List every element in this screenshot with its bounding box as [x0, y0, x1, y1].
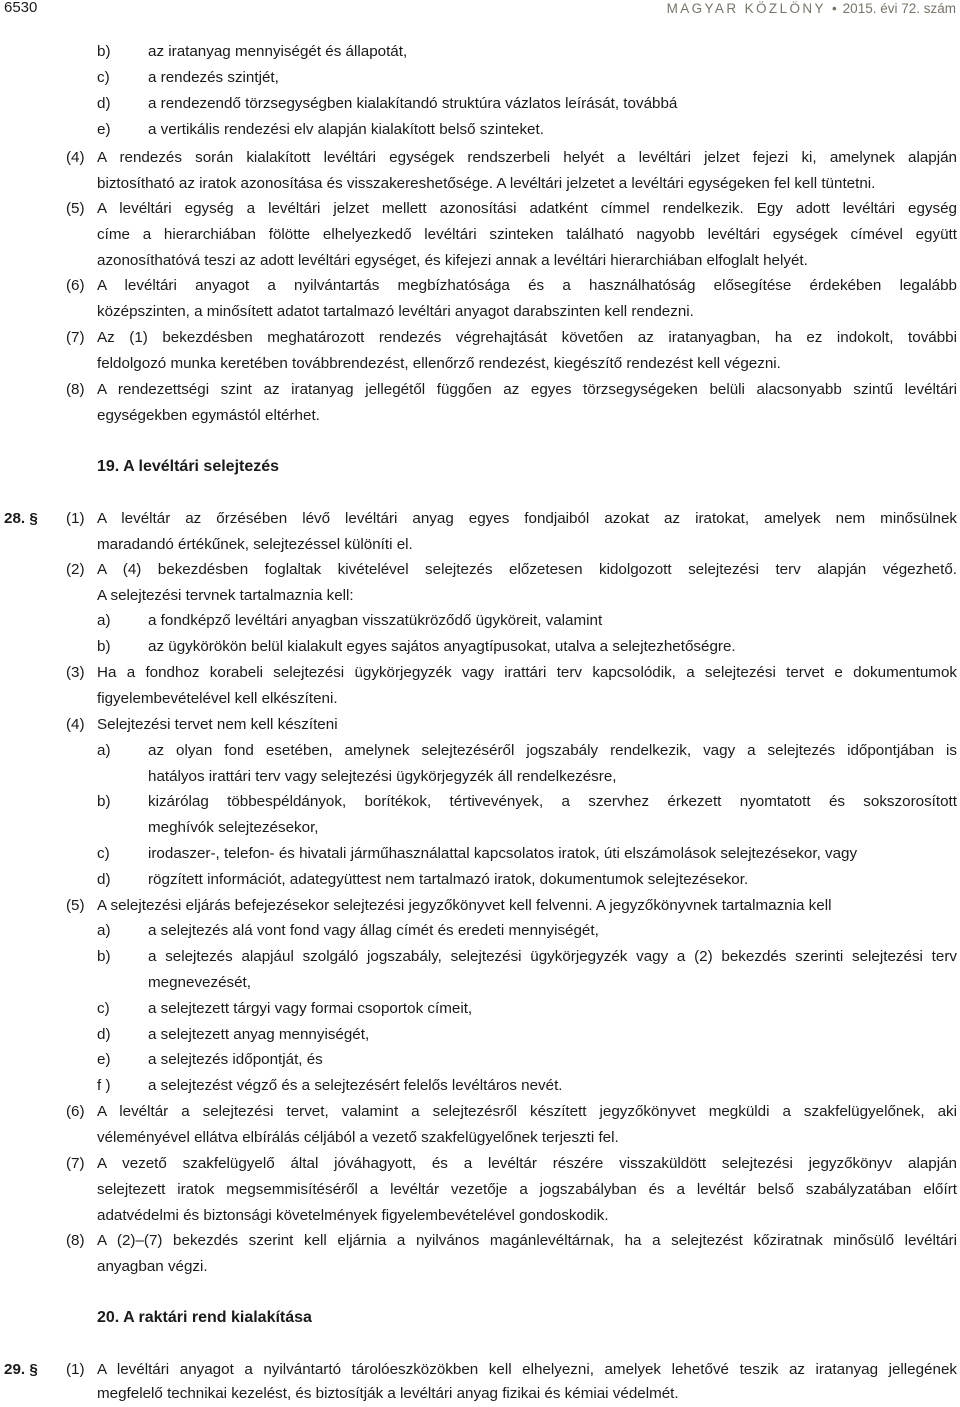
paragraph-text: maradandó értékűnek, selejtezéssel különíti el.: [97, 536, 413, 553]
page-header: [0, 0, 960, 20]
item-label: b): [97, 793, 111, 810]
item-text: kizárólag többespéldányok, borítékok, tértivevények, a szervhez érkezett nyomtatott és sokszorosított: [148, 793, 957, 810]
paragraph-text: A selejtezési eljárás befejezésekor selejtezési jegyzőkönyvet kell felvenni. A jegyzőkönyvnek tartalmaznia kell: [97, 897, 832, 914]
paragraph-text: A rendezés során kialakított levéltári egységek rendszerbeli helyét a levéltári jelzet fejezi ki, amelynek alapján: [97, 149, 957, 166]
paragraph-line: [0, 1203, 960, 1229]
paragraph-line: [0, 506, 960, 532]
paragraph-line: [0, 893, 960, 919]
paragraph-line: [0, 299, 960, 325]
heading-text: 20. A raktári rend kialakítása: [97, 1309, 312, 1326]
item-label: e): [97, 1051, 111, 1068]
paragraph-text: figyelembevételével kell elkészíteni.: [97, 690, 338, 707]
list-item: [0, 841, 960, 867]
paragraph-text: A levéltári anyagot a nyilvántartás megbízhatósága és a használhatóság elősegítése érdekében legalább: [97, 277, 957, 294]
item-text: a selejtezett anyag mennyiségét,: [148, 1026, 370, 1043]
section-number: 28. §: [4, 510, 38, 527]
item-text: hatályos irattári terv vagy selejtezési ügykörjegyzék áll rendelkezésre,: [148, 768, 617, 785]
section-number: 29. §: [4, 1361, 38, 1378]
paragraph-label: (7): [66, 1155, 85, 1172]
item-label: a): [97, 742, 111, 759]
item-text: a selejtezett tárgyi vagy formai csoportok címeit,: [148, 1000, 473, 1017]
item-text: a selejtezés alapjául szolgáló jogszabály, selejtezési ügykörjegyzék vagy a (2) bekezdés szerinti selejtezési terv: [148, 948, 957, 965]
paragraph-line: [0, 1125, 960, 1151]
paragraph-label: (4): [66, 149, 85, 166]
list-item: [0, 789, 960, 815]
paragraph-text: A levéltár a selejtezési tervet, valamint a selejtezésről készített jegyzőkönyvet megküldi a szakfelügyelőnek, aki: [97, 1103, 957, 1120]
paragraph-line: [0, 686, 960, 712]
paragraph-text: Selejtezési tervet nem kell készíteni: [97, 716, 338, 733]
list-item: [0, 634, 960, 660]
paragraph-line: [0, 377, 960, 403]
item-label: c): [97, 69, 110, 86]
item-label: a): [97, 612, 111, 629]
paragraph-line: [0, 583, 960, 609]
list-item: [0, 738, 960, 764]
paragraph-label: (8): [66, 381, 85, 398]
paragraph-line: [0, 222, 960, 248]
item-text: az iratanyag mennyiségét és állapotát,: [148, 43, 408, 60]
paragraph-line: [0, 273, 960, 299]
list-item: [0, 918, 960, 944]
heading-text: 19. A levéltári selejtezés: [97, 458, 280, 475]
list-item: [0, 1022, 960, 1048]
header-separator: •: [831, 1, 837, 16]
paragraph-label: (8): [66, 1232, 85, 1249]
list-item: [0, 608, 960, 634]
item-label: d): [97, 95, 111, 112]
list-item: [0, 867, 960, 893]
paragraph-line: [0, 660, 960, 686]
issue-label: 2015. évi 72. szám: [842, 1, 956, 16]
item-text: a selejtezést végző és a selejtezésért felelős levéltáros nevét.: [148, 1077, 563, 1094]
paragraph-text: A (2)–(7) bekezdés szerint kell eljárnia a nyilvános magánlevéltárnak, ha a selejtezést kőziratnak minősülő levéltári: [97, 1232, 957, 1249]
item-text: az ügykörökön belül kialakult egyes sajátos anyagtípusokat, utalva a selejtezhetőségre.: [148, 638, 736, 655]
paragraph-text: véleményével ellátva elbírálás céljából a vezető szakfelügyelőnek terjeszti fel.: [97, 1129, 619, 1146]
list-item: [0, 815, 960, 841]
paragraph-line: [0, 351, 960, 377]
paragraph-label: (6): [66, 1103, 85, 1120]
paragraph-text: A levéltári anyagot a nyilvántartó tárolóeszközökben kell elhelyezni, amelyek lehetővé teszik az iratanyag jellegének: [97, 1361, 957, 1378]
item-label: b): [97, 43, 111, 60]
item-label: d): [97, 1026, 111, 1043]
paragraph-line: [0, 1254, 960, 1280]
paragraph-text: megfelelő technikai kezelést, és biztosítják a levéltári anyag fizikai és kémiai védelmét.: [97, 1385, 679, 1402]
paragraph-text: A selejtezési tervnek tartalmaznia kell:: [97, 587, 354, 604]
item-label: e): [97, 121, 111, 138]
item-text: a rendezés szintjét,: [148, 69, 279, 86]
paragraph-label: (5): [66, 897, 85, 914]
paragraph-text: A levéltár az őrzésében lévő levéltári anyag egyes fondjaiból azokat az iratokat, amelyek nem minősülnek: [97, 510, 957, 527]
paragraph-label: (2): [66, 561, 85, 578]
list-item: [0, 117, 960, 143]
paragraph-line: [0, 1099, 960, 1125]
paragraph-line: [0, 248, 960, 274]
item-label: a): [97, 922, 111, 939]
paragraph-line: [0, 325, 960, 351]
paragraph-line: [0, 1151, 960, 1177]
paragraph-label: (3): [66, 664, 85, 681]
paragraph-label: (5): [66, 200, 85, 217]
paragraph-line: [0, 403, 960, 429]
page-number: 6530: [4, 0, 38, 16]
item-label: b): [97, 948, 111, 965]
item-label: b): [97, 638, 111, 655]
paragraph-text: A (4) bekezdésben foglaltak kivételével selejtezés előzetesen kidolgozott selejtezési terv alapján végezhető.: [97, 561, 957, 578]
paragraph-line: [0, 1357, 960, 1383]
paragraph-text: biztosítható az iratok azonosítása és visszakereshetősége. A levéltári jelzetet a levéltári egységeken fel kell tüntetni.: [97, 175, 876, 192]
item-text: a selejtezés alá vont fond vagy állag címét és eredeti mennyiségét,: [148, 922, 599, 939]
item-label: f ): [97, 1077, 111, 1094]
paragraph-line: [0, 1381, 960, 1407]
paragraph-text: azonosíthatóvá teszi az adott levéltári egységet, és kifejezi annak a levéltári hierarchiában elfoglalt helyét.: [97, 252, 808, 269]
paragraph-line: [0, 171, 960, 197]
section-heading: [0, 1305, 960, 1331]
paragraph-label: (4): [66, 716, 85, 733]
paragraph-label: (1): [66, 1361, 85, 1378]
item-text: az olyan fond esetében, amelynek selejtezéséről jogszabály rendelkezik, vagy a selejtezés időpontjában is: [148, 742, 957, 759]
paragraph-text: középszinten, a minősített adatot tartalmazó levéltári anyagot darabszinten kell rendezni.: [97, 303, 694, 320]
paragraph-line: [0, 1177, 960, 1203]
paragraph-text: Az (1) bekezdésben meghatározott rendezés végrehajtását követően az iratanyagban, ha ez indokolt, további: [97, 329, 957, 346]
item-text: a selejtezés időpontját, és: [148, 1051, 323, 1068]
item-text: irodaszer-, telefon- és hivatali járműhasználattal kapcsolatos iratok, úti elszámolások selejtezésekor, vagy: [148, 845, 858, 862]
paragraph-text: Ha a fondhoz korabeli selejtezési ügykörjegyzék vagy irattári terv kapcsolódik, a selejtezési tervet e dokumentumok: [97, 664, 957, 681]
paragraph-text: A levéltári egység a levéltári jelzet mellett azonosítási adatként címmel rendelkezik. Egy adott levéltári egység: [97, 200, 957, 217]
list-item: [0, 39, 960, 65]
journal-header: [667, 1, 956, 16]
paragraph-text: adatvédelmi és biztonsági követelmények figyelembevételével gondoskodik.: [97, 1207, 609, 1224]
paragraph-label: (6): [66, 277, 85, 294]
item-label: d): [97, 871, 111, 888]
list-item: [0, 91, 960, 117]
item-text: a fondképző levéltári anyagban visszatükröződő ügyköreit, valamint: [148, 612, 603, 629]
paragraph-text: anyagban végzi.: [97, 1258, 208, 1275]
paragraph-text: feldolgozó munka keretében továbbrendezést, ellenőrző rendezést, kiegészítő rendezést kell végezni.: [97, 355, 781, 372]
item-label: c): [97, 845, 110, 862]
list-item: [0, 1073, 960, 1099]
list-item: [0, 970, 960, 996]
paragraph-line: [0, 532, 960, 558]
paragraph-line: [0, 196, 960, 222]
paragraph-line: [0, 145, 960, 171]
item-text: a rendezendő törzsegységben kialakítandó struktúra vázlatos leírását, továbbá: [148, 95, 678, 112]
paragraph-text: egységekben egymástól eltérhet.: [97, 407, 320, 424]
paragraph-text: A rendezettségi szint az iratanyag jellegétől függően az egyes törzsegységeken belüli alacsonyabb szintű levéltári: [97, 381, 957, 398]
list-item: [0, 65, 960, 91]
paragraph-line: [0, 1228, 960, 1254]
paragraph-text: A vezető szakfelügyelő által jóváhagyott, és a levéltár részére visszaküldött selejtezési jegyzőkönyv alapján: [97, 1155, 957, 1172]
item-text: a vertikális rendezési elv alapján kialakított belső szinteket.: [148, 121, 544, 138]
list-item: [0, 1047, 960, 1073]
list-item: [0, 764, 960, 790]
list-item: [0, 944, 960, 970]
item-text: megnevezését,: [148, 974, 251, 991]
paragraph-label: (1): [66, 510, 85, 527]
paragraph-text: címe a hierarchiában fölötte elhelyezkedő levéltári szinteken található nagyobb levéltári egységek címével együtt: [97, 226, 957, 243]
paragraph-text: selejtezett iratok megsemmisítéséről a levéltár vezetője a jogszabályban és a levéltár belső szabályzatában előírt: [97, 1181, 957, 1198]
list-item: [0, 996, 960, 1022]
section-heading: [0, 454, 960, 480]
item-text: rögzített információt, adategyüttest nem tartalmazó iratok, dokumentumok selejtezésekor.: [148, 871, 749, 888]
paragraph-label: (7): [66, 329, 85, 346]
paragraph-line: [0, 712, 960, 738]
paragraph-line: [0, 557, 960, 583]
item-text: meghívók selejtezésekor,: [148, 819, 319, 836]
journal-title: MAGYAR KÖZLÖNY: [666, 1, 826, 16]
item-label: c): [97, 1000, 110, 1017]
